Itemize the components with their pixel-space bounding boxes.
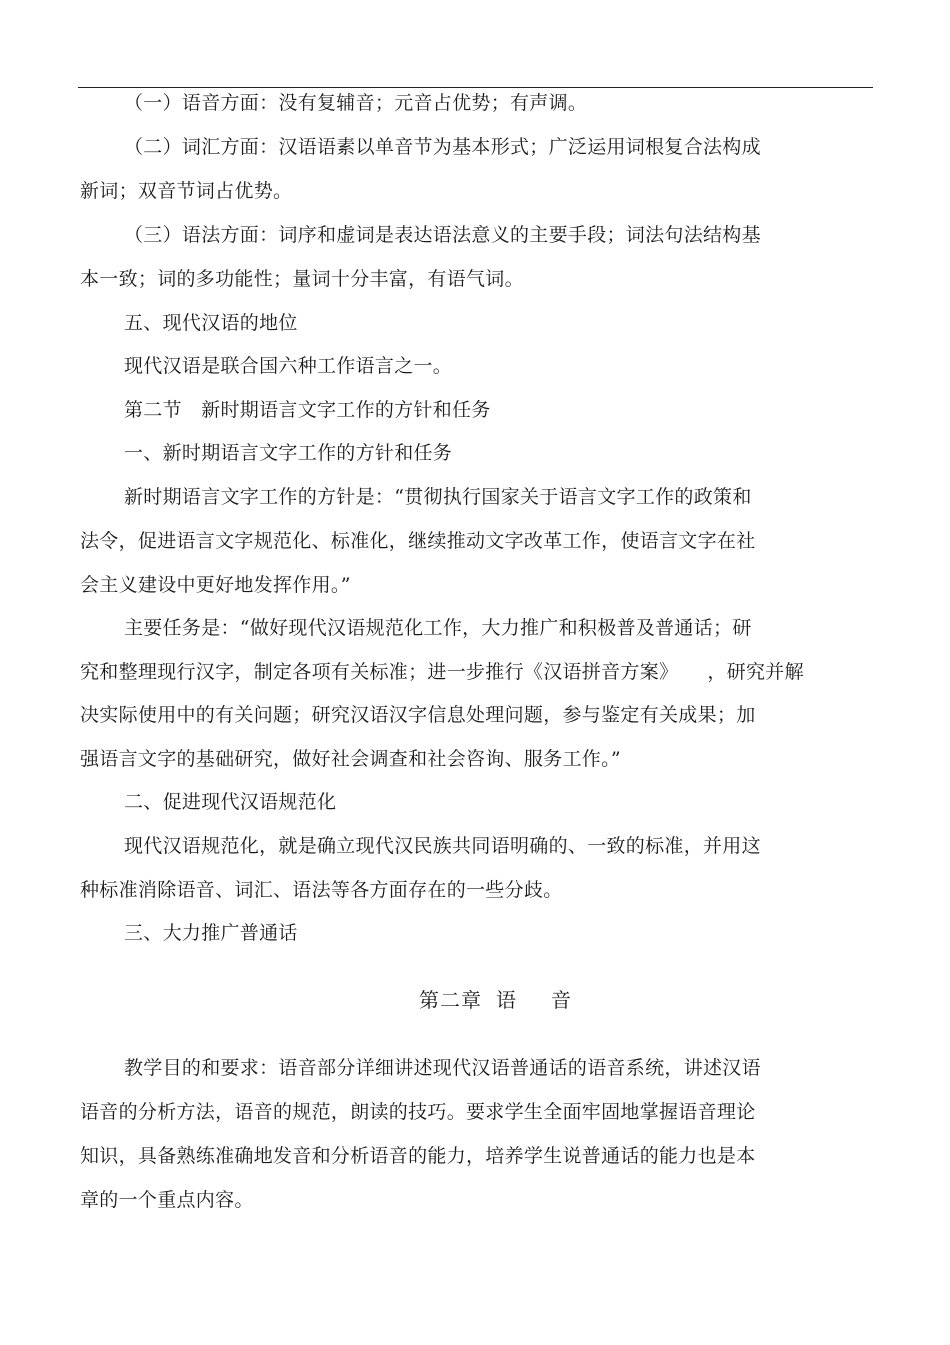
chapter-name-char: 音: [551, 988, 572, 1012]
text-line: （三）语法方面：词序和虚词是表达语法意义的主要手段；词法句法结构基: [124, 224, 761, 246]
text-line: 强语言文字的基础研究，做好社会调查和社会咨询、服务工作。”: [80, 748, 621, 770]
text-line: （一）语音方面：没有复辅音；元音占优势；有声调。: [124, 92, 588, 114]
section-heading: 一、新时期语言文字工作的方针和任务: [124, 442, 453, 464]
text-line: 决实际使用中的有关问题；研究汉语汉字信息处理问题，参与鉴定有关成果；加: [80, 704, 756, 726]
text-line: 究和整理现行汉字，制定各项有关标准；进一步推行《汉语拼音方案》 ，研究并解: [80, 661, 804, 683]
text-line: 会主义建设中更好地发挥作用。”: [80, 574, 351, 596]
section-heading: 第二节 新时期语言文字工作的方针和任务: [124, 399, 491, 421]
text-line: 种标准消除语音、词汇、语法等各方面存在的一些分歧。: [80, 879, 563, 901]
text-line: （二）词汇方面：汉语语素以单音节为基本形式；广泛运用词根复合法构成: [124, 136, 761, 158]
text-line: 主要任务是：“做好现代汉语规范化工作，大力推广和积极普及普通话；研: [124, 617, 752, 639]
text-line: 现代汉语规范化，就是确立现代汉民族共同语明确的、一致的标准，并用这: [124, 835, 761, 857]
text-line: 新时期语言文字工作的方针是：“贯彻执行国家关于语言文字工作的政策和: [124, 486, 752, 508]
section-heading: 五、现代汉语的地位: [124, 312, 298, 334]
chapter-name-char: 语: [496, 988, 517, 1012]
text-line: 法令，促进语言文字规范化、标准化，继续推动文字改革工作，使语言文字在社: [80, 530, 756, 552]
text-line: 章的一个重点内容。: [80, 1189, 254, 1211]
text-line: 教学目的和要求：语音部分详细讲述现代汉语普通话的语音系统，讲述汉语: [124, 1057, 761, 1079]
chapter-title: [419, 985, 572, 1015]
text-line: 知识，具备熟练准确地发音和分析语音的能力，培养学生说普通话的能力也是本: [80, 1145, 756, 1167]
text-line: 本一致；词的多功能性；量词十分丰富，有语气词。: [80, 268, 524, 290]
text-line: 新词；双音节词占优势。: [80, 180, 293, 202]
text-line: 语音的分析方法，语音的规范，朗读的技巧。要求学生全面牢固地掌握语音理论: [80, 1101, 756, 1123]
section-heading: 三、大力推广普通话: [124, 922, 298, 944]
chapter-number: 第二章: [419, 988, 482, 1012]
text-line: 现代汉语是联合国六种工作语言之一。: [124, 355, 453, 377]
section-heading: 二、促进现代汉语规范化: [124, 791, 337, 813]
